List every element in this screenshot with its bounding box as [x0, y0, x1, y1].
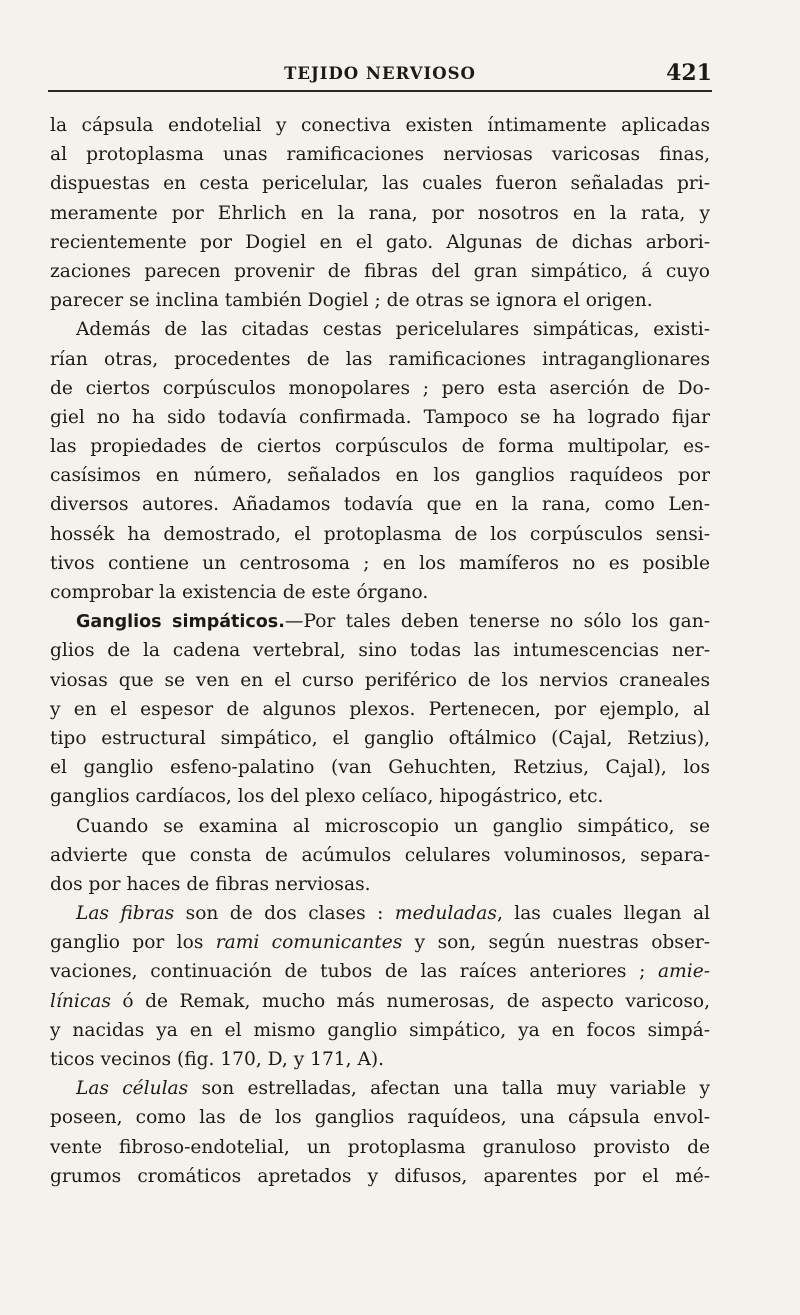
italic-term: línicas [50, 990, 111, 1012]
text-line: parecer se inclina también Dogiel ; de otras se ignora el origen. [50, 290, 653, 312]
text-line: rían otras, procedentes de las ramificaciones intraganglionares [50, 348, 710, 370]
paragraph-start: Además de las citadas cestas pericelulares simpáticas, existi- [76, 319, 710, 341]
text-line: recientemente por Dogiel en el gato. Algunas de dichas arbori- [50, 231, 710, 253]
text-line: dispuestas en cesta pericelular, las cuales fueron señaladas pri- [50, 173, 710, 195]
text-line: ganglio por los rami comunicantes y son, según nuestras obser- [50, 932, 710, 954]
text-line: y en el espesor de algunos plexos. Pertenecen, por ejemplo, al [50, 698, 710, 720]
italic-term: rami comunicantes [215, 932, 403, 954]
text-line: comprobar la existencia de este órgano. [50, 582, 429, 603]
paragraph-start: Cuando se examina al microscopio un ganglio simpático, se [76, 815, 710, 837]
body-text [50, 111, 710, 1191]
text-line: giel no ha sido todavía confirmada. Tampoco se ha logrado fijar [50, 406, 710, 428]
text-line: tivos contiene un centrosoma ; en los mamíferos no es posible [50, 552, 710, 574]
text-line: hossék ha demostrado, el protoplasma de los corpúsculos sensi- [50, 523, 710, 545]
section-heading-line: Ganglios simpáticos.—Por tales deben tenerse no sólo los gan- [76, 611, 710, 633]
section-heading: Ganglios simpáticos. [76, 612, 285, 633]
text-line: advierte que consta de acúmulos celulares voluminosos, separa- [50, 844, 710, 866]
text-line: las propiedades de ciertos corpúsculos de forma multipolar, es- [50, 436, 710, 458]
text-line: dos por haces de fibras nerviosas. [50, 873, 371, 895]
text-line: tipo estructural simpático, el ganglio oftálmico (Cajal, Retzius), [50, 727, 710, 749]
text-line: grumos cromáticos apretados y difusos, aparentes por el mé- [50, 1165, 710, 1187]
text-line: vente fibroso-endotelial, un protoplasma granuloso provisto de [50, 1136, 710, 1158]
italic-term: meduladas [394, 903, 497, 925]
text-line: al protoplasma unas ramificaciones nerviosas varicosas finas, [50, 144, 710, 166]
text-line: la cápsula endotelial y conectiva existen íntimamente aplicadas [50, 115, 710, 136]
paragraph-start: Las células son estrelladas, afectan una talla muy variable y [76, 1078, 710, 1100]
italic-term: amie- [658, 961, 710, 983]
italic-term: Las fibras [76, 903, 175, 925]
text-line: poseen, como las de los ganglios raquídeos, una cápsula envol- [50, 1107, 710, 1129]
text-line: vaciones, continuación de tubos de las raíces anteriores ; amie- [50, 961, 710, 983]
paragraph-start: Las fibras son de dos clases : meduladas, las cuales llegan al [76, 903, 710, 925]
text-line: el ganglio esfeno-palatino (van Gehuchten, Retzius, Cajal), los [50, 757, 710, 779]
text-line: y nacidas ya en el mismo ganglio simpático, ya en focos simpá- [50, 1019, 710, 1041]
text-line: casísimos en número, señalados en los ganglios raquídeos por [50, 465, 710, 487]
text-line: línicas ó de Remak, mucho más numerosas, de aspecto varicoso, [50, 990, 710, 1012]
text-line: viosas que se ven en el curso periférico de los nervios craneales [50, 669, 710, 691]
text-line: de ciertos corpúsculos monopolares ; pero esta aserción de Do- [50, 377, 710, 399]
text-line: ganglios cardíacos, los del plexo celíaco, hipogástrico, etc. [50, 786, 604, 808]
text-line: meramente por Ehrlich en la rana, por nosotros en la rata, y [50, 202, 710, 224]
text-line: diversos autores. Añadamos todavía que en la rana, como Len- [50, 494, 710, 516]
italic-term: Las células [76, 1078, 189, 1100]
running-title: TEJIDO NERVIOSO [284, 64, 476, 83]
running-header [48, 56, 712, 92]
text-line: zaciones parecen provenir de fibras del gran simpático, á cuyo [50, 260, 710, 282]
text-line: glios de la cadena vertebral, sino todas las intumescencias ner- [50, 640, 710, 662]
text-line: ticos vecinos (fig. 170, D, y 171, A). [50, 1049, 385, 1070]
page-number: 421 [666, 60, 712, 86]
